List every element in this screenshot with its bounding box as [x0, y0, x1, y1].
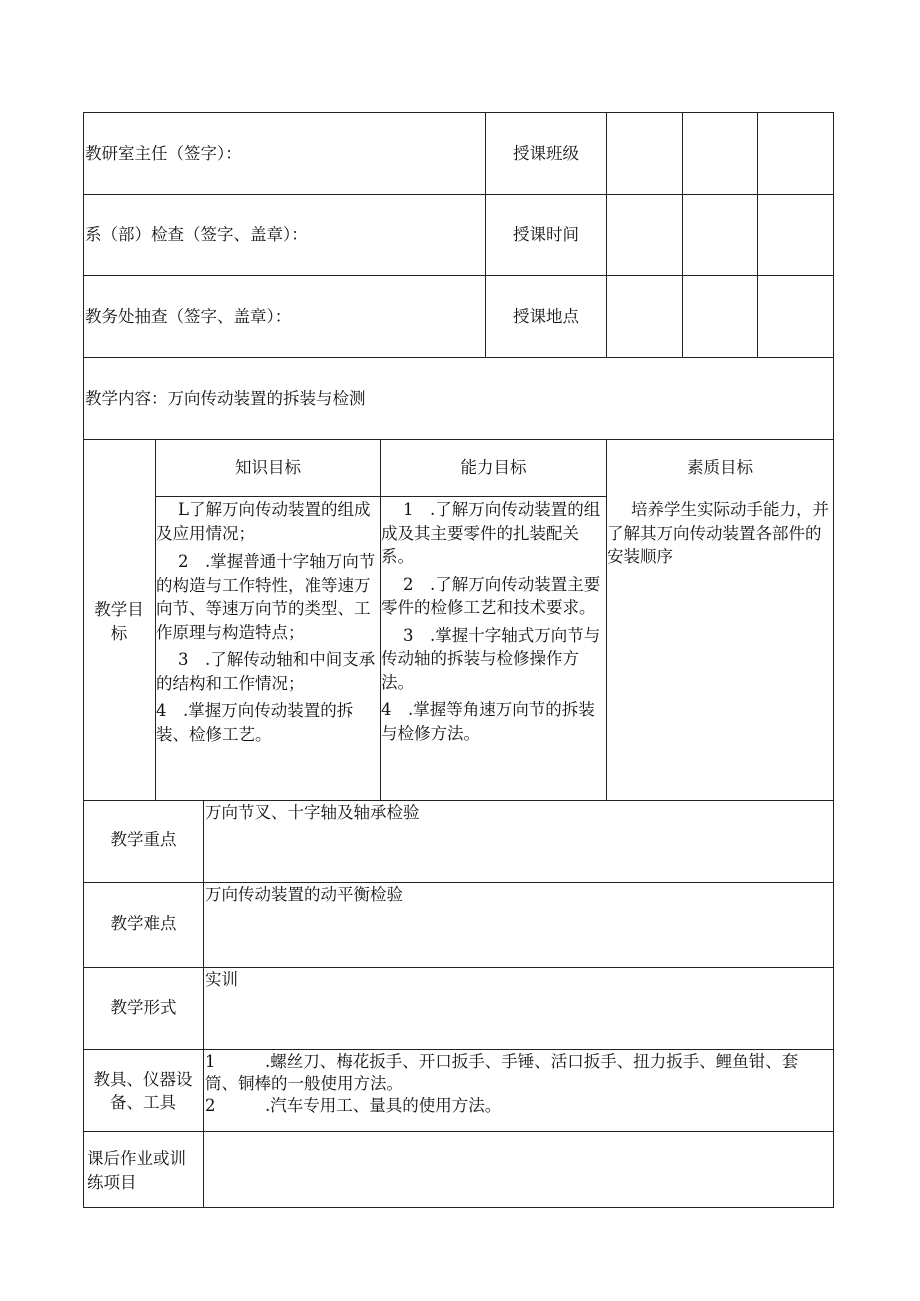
ability-objectives — [381, 498, 606, 800]
row-line — [83, 439, 834, 440]
knowledge-item: L了解万向传动装置的组成及应用情况； — [156, 500, 371, 543]
row-line — [83, 1049, 834, 1050]
equipment-item: 2 .汽车专用工、量具的使用方法。 — [205, 1096, 502, 1115]
row-line — [83, 194, 834, 195]
ability-item: 1 .了解万向传动装置的组成及其主要零件的扎装配关系。 — [381, 500, 601, 566]
equipment-label: 教具、仪器设备、工具 — [93, 1070, 193, 1112]
border-right — [833, 112, 834, 1208]
difficulties-value: 万向传动装置的动平衡检验 — [205, 885, 403, 904]
academic-office-check-label: 教务处抽查（签字、盖章）： — [85, 307, 292, 326]
ability-item: 2 .了解万向传动装置主要零件的检修工艺和技术要求。 — [381, 574, 601, 617]
homework-value[interactable] — [205, 1133, 831, 1205]
knowledge-header: 知识目标 — [235, 458, 301, 477]
row-line — [83, 357, 834, 358]
knowledge-objectives — [156, 498, 380, 746]
teaching-content: 教学内容：万向传动装置的拆装与检测 — [85, 389, 366, 408]
row-line — [155, 496, 607, 497]
equipment-item: 1 .螺丝刀、梅花扳手、开口扳手、手锤、活口扳手、扭力扳手、鲤鱼钳、套筒、铜棒的一般使用方法。 — [205, 1052, 799, 1093]
department-check-label: 系（部）检查（签字、盖章）： — [85, 225, 308, 244]
row-line — [83, 1131, 834, 1132]
quality-header: 素质目标 — [687, 458, 753, 477]
location-label: 授课地点 — [513, 307, 579, 326]
ability-item: 3 .掌握十字轴式万向节与传动轴的拆装与检修操作方法。 — [381, 625, 601, 692]
format-label: 教学形式 — [110, 998, 177, 1017]
knowledge-item: 3 .了解传动轴和中间支承的结构和工作情况； — [156, 650, 376, 693]
director-signature-label: 教研室主任（签字）： — [85, 144, 242, 163]
objectives-label: 教学目标 — [94, 600, 144, 643]
difficulties-label: 教学难点 — [110, 914, 177, 933]
row-line — [83, 800, 834, 801]
knowledge-item: 2 .掌握普通十字轴万向节的构造与工作特性，准等速万向节、等速万向节的类型、工作原理与构造特点； — [156, 552, 376, 642]
key-points-label: 教学重点 — [110, 830, 177, 849]
homework-label: 课后作业或训练项目 — [87, 1149, 186, 1192]
class-value-2[interactable] — [683, 113, 757, 194]
col-line — [203, 800, 204, 1208]
key-points-value: 万向节叉、十字轴及轴承检验 — [205, 803, 420, 822]
ability-item: 4 .掌握等角速万向节的拆装与检修方法。 — [381, 700, 595, 743]
format-value: 实训 — [205, 970, 238, 989]
border-left — [83, 112, 84, 1208]
border-bottom — [83, 1207, 834, 1208]
class-label: 授课班级 — [513, 144, 579, 163]
class-value-3[interactable] — [758, 113, 833, 194]
ability-header: 能力目标 — [460, 458, 527, 477]
row-line — [83, 275, 834, 276]
time-label: 授课时间 — [513, 225, 579, 244]
equipment-list — [205, 1051, 831, 1117]
row-line — [83, 967, 834, 968]
row-line — [83, 882, 834, 883]
class-value-1[interactable] — [607, 113, 682, 194]
knowledge-item: 4 .掌握万向传动装置的拆装、检修工艺。 — [156, 701, 354, 744]
quality-objectives: 培养学生实际动手能力，并了解其万向传动装置各部件的安装顺序 — [607, 500, 829, 566]
col-line — [606, 439, 607, 801]
